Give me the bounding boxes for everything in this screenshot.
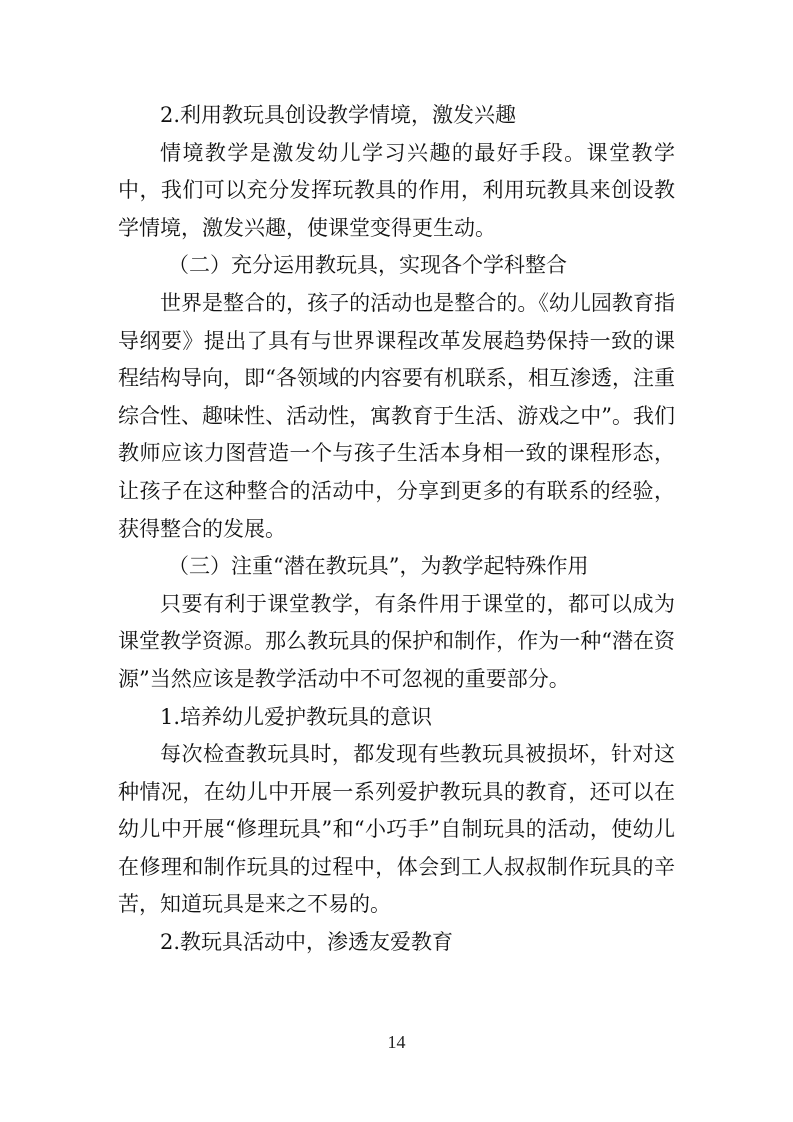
paragraph-potential-resources: 只要有利于课堂教学，有条件用于课堂的，都可以成为课堂教学资源。那么教玩具的保护和制作，作为一种“潜在资源”当然应该是教学活动中不可忽视的重要部分。	[118, 591, 675, 691]
section-heading-2: （二）充分运用教玩具，实现各个学科整合	[168, 253, 567, 278]
paragraph-situation-teaching: 情境教学是激发幼儿学习兴趣的最好手段。课堂教学中，我们可以充分发挥玩教具的作用，利用玩教具来创设教学情境，激发兴趣，使课堂变得更生动。	[118, 140, 675, 240]
body-text	[118, 97, 675, 962]
subheading-1-care-awareness: 1.培养幼儿爱护教玩具的意识	[160, 704, 433, 729]
subheading-2-create-situation: 2.利用教玩具创设教学情境，激发兴趣	[160, 103, 517, 127]
page-number: 14	[387, 1032, 406, 1052]
paragraph-integration: 世界是整合的，孩子的活动也是整合的。《幼儿园教育指导纲要》提出了具有与世界课程改革发展趋势保持一致的课程结构导向，即“各领域的内容要有机联系，相互渗透，注重综合性、趣味性、活动性，寓教育于生活、游戏之中”。我们教师应该力图营造一个与孩子生活本身相一致的课程形态，让孩子在这种整合的活动中，分享到更多的有联系的经验，获得整合的发展。	[118, 290, 675, 541]
section-heading-3: （三）注重“潜在教玩具”，为教学起特殊作用	[168, 554, 589, 579]
paragraph-care-education: 每次检查教玩具时，都发现有些教玩具被损坏，针对这种情况，在幼儿中开展一系列爱护教玩具的教育，还可以在幼儿中开展“修理玩具”和“小巧手”自制玩具的活动，使幼儿在修理和制作玩具的过程中，体会到工人叔叔制作玩具的辛苦，知道玩具是来之不易的。	[118, 742, 675, 917]
subheading-2-friendship: 2.教玩具活动中，渗透友爱教育	[160, 930, 454, 955]
